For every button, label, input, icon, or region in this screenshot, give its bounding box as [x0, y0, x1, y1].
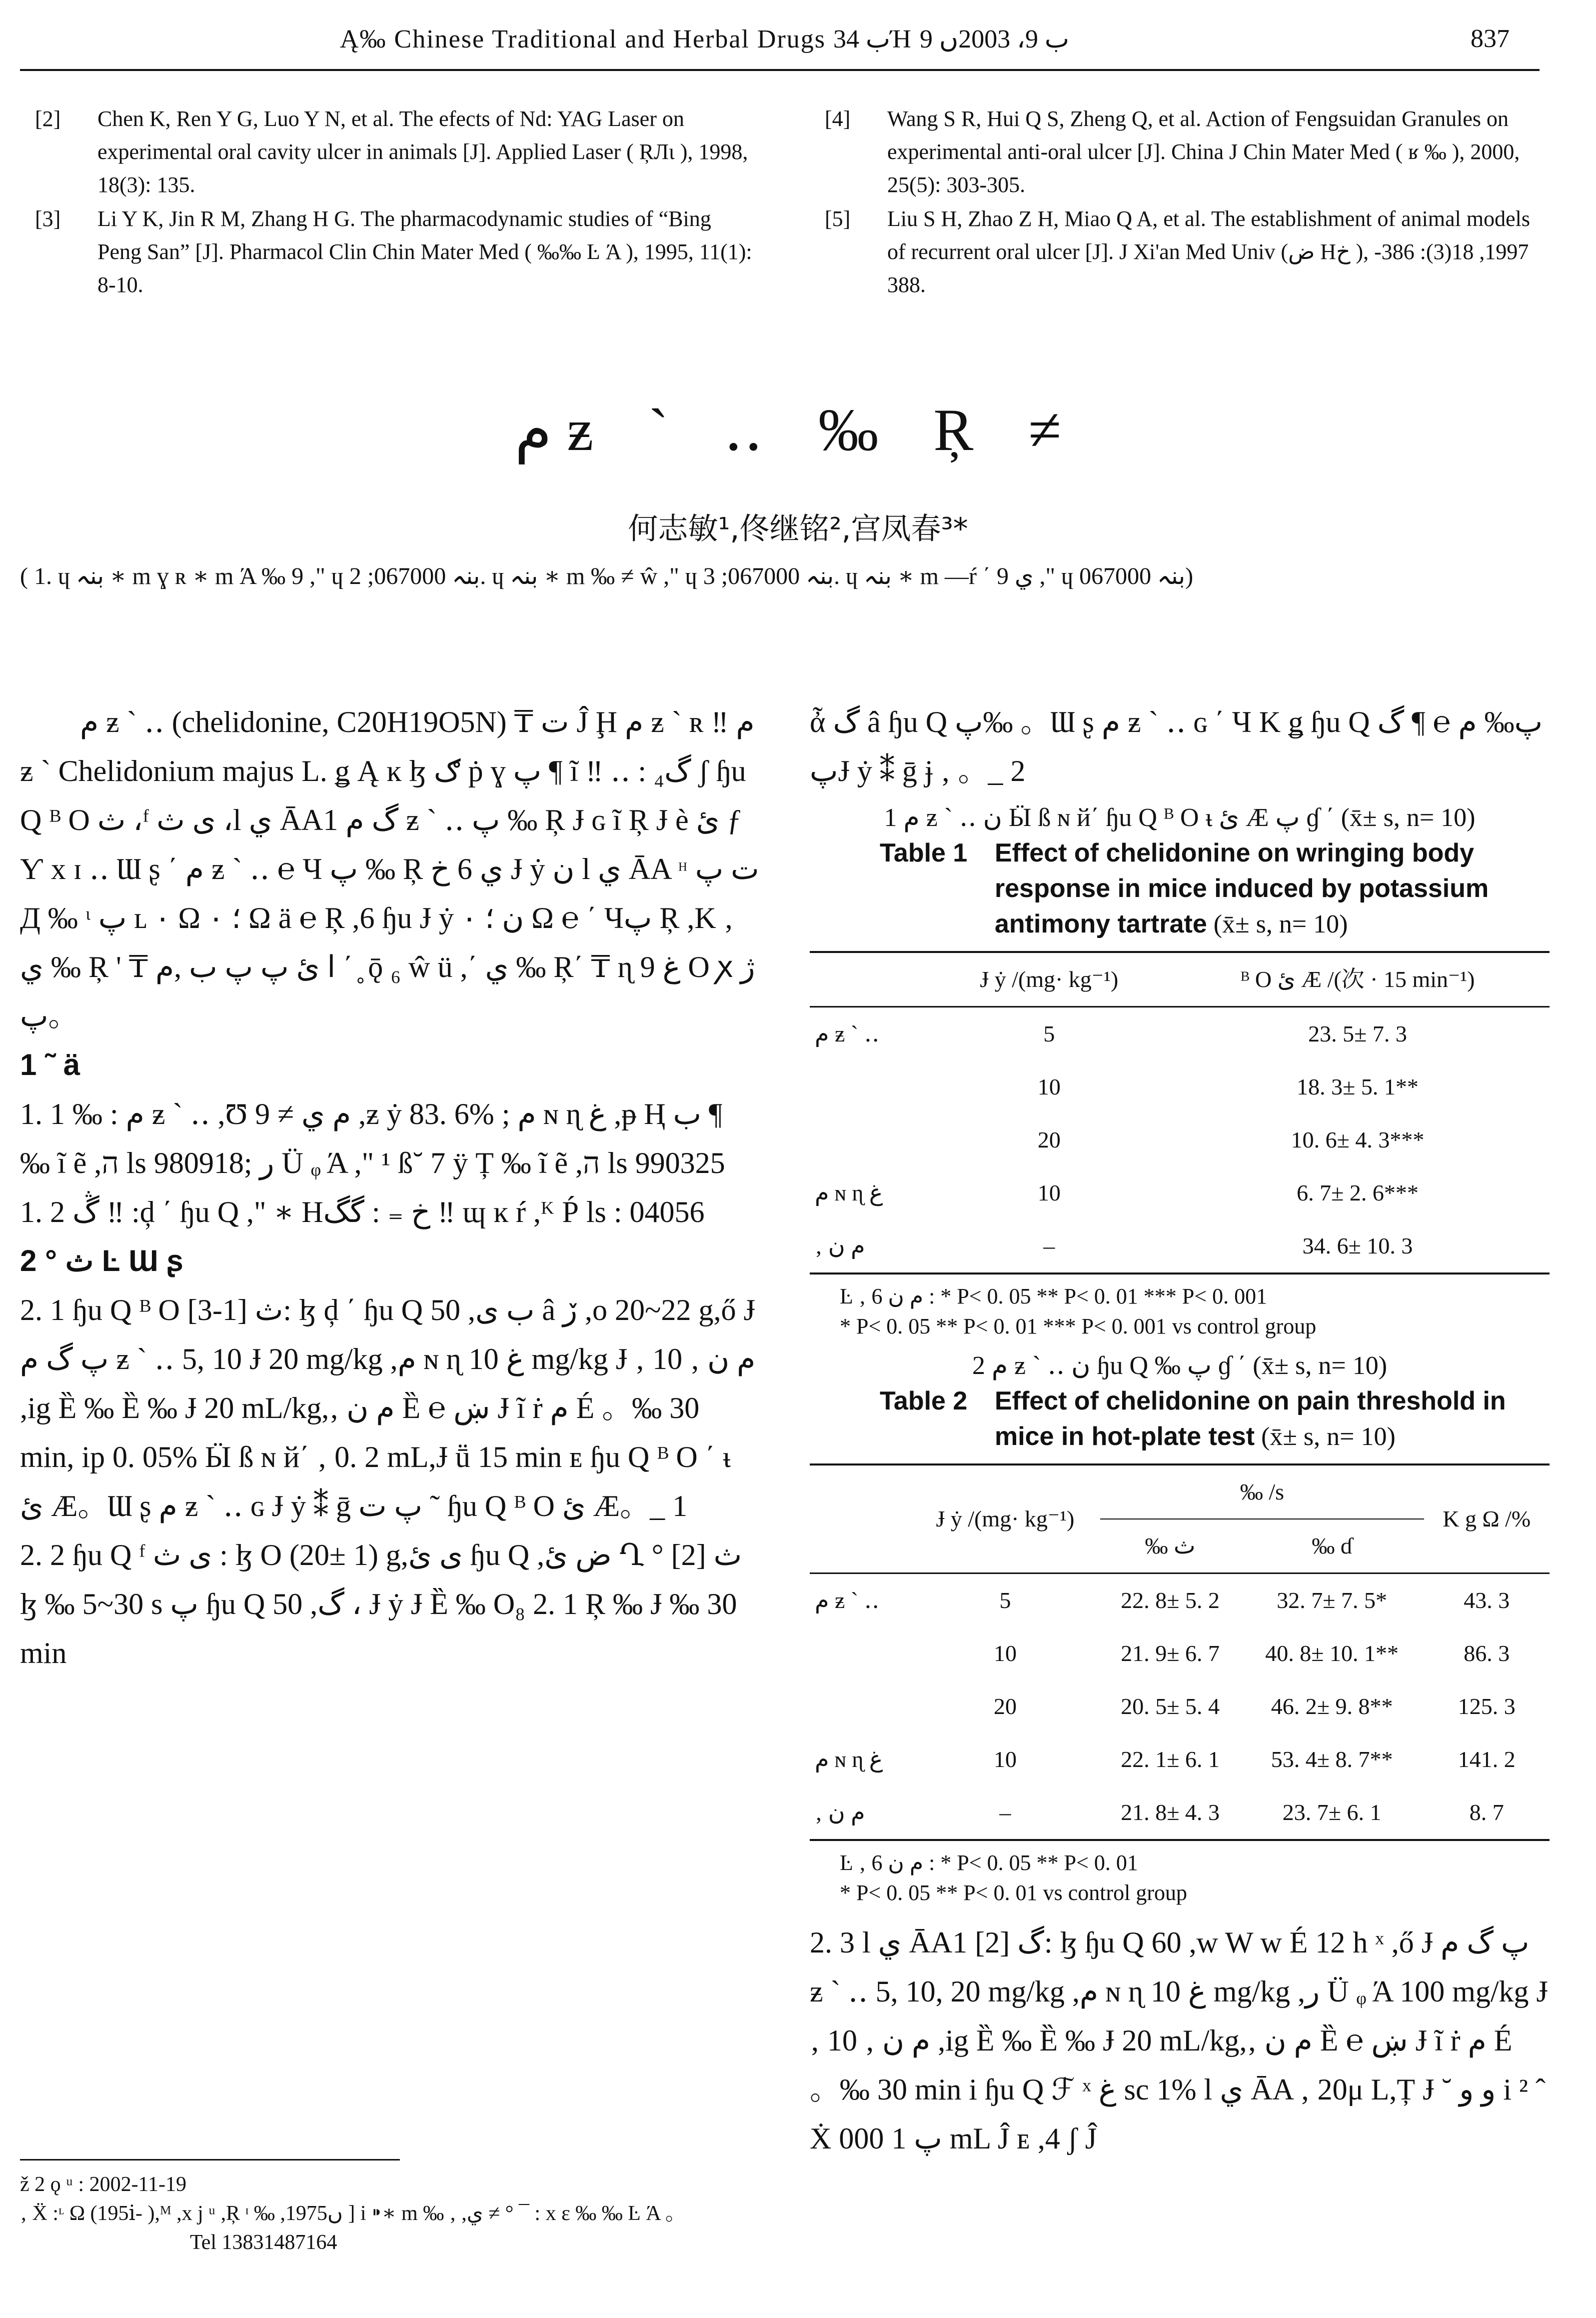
left-column	[20, 698, 760, 1678]
table-row: م ƶ ` ‥ 5 22. 8± 5. 2 32. 7± 7. 5* 43. 3	[815, 1588, 1510, 1613]
footnote	[20, 2170, 1520, 2257]
running-header	[20, 19, 1540, 71]
animals-paragraph: 1. 2 ڴ ‼ :ḑ ΄ ɧu Q ," ∗ Ηخ ₌ : گگ ‼ ɰ ĸ ŕ ,ᴷ Ṕ ls : 04056	[20, 1196, 705, 1228]
table-2-en-stat: (x̄± s, n= 10)	[1261, 1422, 1396, 1451]
reference-item: [3] Li Y K, Jin R M, Zhang H G. The pharmacodynamic studies of “Bing Peng San” [J]. Pharmacol Clin Chin Mater Med ( ‰‰ Ŀ Ά ), 1995, 11(1): 8-10.	[35, 206, 752, 297]
materials-paragraph: 1. 1 ‰ : م ƶ ` ‥ ,Ʊ م ي ≠ 9 ,ƶ ẏ 83. 6% ; م ɴ ɳ غ ,ᵽ Ⱨ ب ¶ ‰ ĩ ẽ ,ה ls 980918; ر Ü ᵩ Ά ," ¹ ß˘ 7 ÿ Ț ‰ ĩ ẽ ,ה ls 990325	[20, 1098, 725, 1180]
table-row: 20 10. 6± 4. 3***	[1037, 1127, 1425, 1152]
author-bio: ‚ Ẍ :ᶫ Ω (195ⅰ- ),ᴹ ,x j ᵘ ,Ŗ ᶦ ‰ ,1975ں ] i ⁍∗ m ‰ ‚ ,ي ≠ ° ¯ : x ε ‰ ‰ Ŀ Ά 。	[20, 2202, 686, 2225]
reference-item: [4] Wang S R, Hui Q S, Zheng Q, et al. Action of Fengsuidan Granules on experimental anti-oral ulcer [J]. China J Chin Mater Med ( ʁ ‰ ), 2000, 25(5): 303-305.	[825, 106, 1520, 197]
table-header: K g Ω /%	[1424, 1464, 1550, 1574]
table-1-en-title: Effect of chelidonine on wringing body response in mice induced by potassium antimony tartrate	[995, 838, 1489, 938]
affiliations: ( 1. ɥ بنہ ∗ m ɣ ʀ ∗ m Ά ‰ 9 ," ɥ بنہ 067000; 2. ɥ بنہ ∗ m ‰ ≠ ŵ ," ɥ بنہ 067000; 3. ɥ بنہ ∗ m —ŕ ΄ ي 9 ," ɥ بنہ 067000)	[20, 563, 1194, 590]
table-header: Ɉ ẏ /(mg· kg⁻¹)	[910, 1464, 1100, 1574]
table-1-en-stat: (x̄± s, n= 10)	[1213, 910, 1348, 938]
table-header: Ɉ ẏ /(mg· kg⁻¹)	[933, 952, 1166, 1007]
table-2-note-en: * P< 0. 05 ** P< 0. 01 vs control group	[840, 1880, 1187, 1905]
table-header	[810, 952, 933, 1007]
footnote-rule	[20, 2159, 400, 2160]
section-heading-methods: 2 ° ث Ŀ Ɯ ʂ	[20, 1244, 183, 1278]
journal-title: Ą‰ Chinese Traditional and Herbal Drugs ب 34Ή ب 9، 2003ں 9	[340, 25, 1069, 54]
table-row: ‚ م ن – 21. 8± 4. 3 23. 7± 6. 1 8. 7	[810, 1786, 1550, 1840]
table-2-note-cn: Ŀ ‚ م ن 6 : * P< 0. 05 ** P< 0. 01	[840, 1850, 1138, 1875]
table-2-label: Table 2	[880, 1386, 968, 1416]
table-2-en-title: Effect of chelidonine on pain threshold in mice in hot-plate test	[995, 1386, 1506, 1451]
table-2-cn-title: 2 م ƶ ` ‥ ن ɧu Q ‰ پ ɠ ΄	[972, 1352, 1247, 1380]
table-header: ‰ ث	[1100, 1519, 1240, 1574]
table-header: ᴮ O ئ Æ /(次 · 15 min⁻¹)	[1166, 952, 1550, 1007]
table-1-note-cn: Ŀ ‚ م ن 6 : * P< 0. 05 ** P< 0. 01 *** P< 0. 001	[840, 1284, 1268, 1308]
table-row: 10 21. 9± 6. 7 40. 8± 10. 1** 86. 3	[993, 1640, 1510, 1666]
results-paragraph: ἆ گ â ɧu Q پ‰ 。Ɯ ʂ م ƶ ` ‥ ɢ ΄ Ч K ǥ ɧu Q پ‰ م ℮ ¶ گ پɈ ẏ ⁑ ḡ ɉ ‚ 。_ 2	[810, 706, 1543, 788]
intro-paragraph: م ƶ ` ‥ (chelidonine, C20H19O5N) ₸ ت Ĵ Ḩ م ƶ ` ʀ ‼ م ƶ ` Chelidonium majus L. ǥ Ą ĸ ɮ ګ ṗ ɣ پ ¶ ĩ ‼ ‥ : گ₄ ʃ ɧu Q ᴮ O ث ،ᶠ ى ث ،l ي ĀA1 گ م ƶ ` ‥ پ ‰ Ŗ Ɉ ɢ ĩ Ŗ Ɉ è ئ ƒ Ƴ x ɪ ‥ Ɯ ʂ ΄ م ƶ ` ‥ ℮ Ч پ ‰ Ŗ ي 6 خ Ɉ ẏ ن l ي ĀA ᵸ ت پ Д ‰ ᶥ پ ʟ ٠ Ω ؛ ٠ Ω ä ℮ Ŗ ,6 ɧu Ɉ ẏ ن ؛ ٠ Ω ℮ ΄ Чپ Ŗ ,K ‚ ي ‰ Ŗ ' ₸ ا ئ پ پ ب ,م ΄ ̥ ǭ ₆ ŵ ü ,΄ ي ‰ Ŗ΄ ₸ ɳ غ 9 O ꭗ ژ پ。	[20, 706, 759, 1032]
right-column	[810, 698, 1550, 2163]
table-1-note-en: * P< 0. 05 ** P< 0. 01 *** P< 0. 001 vs control group	[840, 1314, 1317, 1338]
table-header: ‰ ɗ	[1240, 1519, 1424, 1574]
table-1	[810, 800, 1550, 1342]
antiinflammatory-paragraph: 2. 3 l ي ĀA1 گ [2]: ɮ ɧu Q 60 ,w W w É 12 h ˣ ,ő Ɉ پ گ م ƶ ` ‥ 5, 10, 20 mg/kg ,م ɴ ɳ غ 10 mg/kg ,ر Ü ᵩ Ά 100 mg/kg Ɉ ‚ م ن ‚ 10 ,ig Ȅ ‰ Ȅ ‰ Ɉ 20 mL/kg,‚ م ن Ȅ ℮ ښ Ɉ ĩ ṙ م É 。‰ 30 min i ɧu Q ℱ ˣ غ sc 1% l ي ĀA ‚ 20μ L,Ț Ɉ ˘ و و i ² ˆ Ẋ پ 1 000 mL Ĵ ᴇ ,4 ʃ Ĵ	[810, 1926, 1548, 2155]
table-1-cn-title: 1 م ƶ ` ‥ ن Ӹ ß ɴ й΄ ɧu Q ᴮ O ᵼ ئ Æ پ ɠ ΄	[884, 804, 1335, 832]
table-row: م ƶ ` ‥ 5 23. 5± 7. 3	[815, 1021, 1407, 1046]
table-row: 20 20. 5± 5. 4 46. 2± 9. 8** 125. 3	[993, 1694, 1516, 1719]
references-right	[825, 102, 1545, 302]
table-row: م ɴ ɳ غ 10 22. 1± 6. 1 53. 4± 8. 7** 141. 2	[815, 1746, 1516, 1772]
table-2-grid	[810, 1464, 1550, 1841]
table-2	[810, 1348, 1550, 1908]
table-row: 10 18. 3± 5. 1**	[1037, 1074, 1419, 1100]
table-2-stat: (x̄± s, n= 10)	[1253, 1352, 1388, 1380]
received-date: ž 2 ǫ ᵘ : 2002-11-19	[20, 2173, 186, 2196]
table-1-stat: (x̄± s, n= 10)	[1341, 804, 1476, 832]
author-list: 何志敏¹,佟继铭²,宫凤春³*	[628, 512, 968, 546]
table-header	[810, 1464, 910, 1574]
article-title: م ƶ ` ‥ ‰ Ŗ ≠	[514, 396, 1082, 463]
page-number: 837	[1471, 24, 1510, 53]
table-1-grid	[810, 951, 1550, 1274]
references-left	[35, 102, 755, 302]
writhing-test-paragraph: 2. 1 ɧu Q ᴮ O ث [1-3]: ɮ ḑ ΄ ɧu Q 50 ,ب ى â ڒ ,o 20~22 g,ő Ɉ پ گ م ƶ ` ‥ 5, 10 Ɉ 20 mg/kg ,م ɴ ɳ غ 10 mg/kg Ɉ ‚ م ن ‚ 10 ,ig Ȅ ‰ Ȅ ‰ Ɉ 20 mL/kg,‚ م ن Ȅ ℮ ښ Ɉ ĩ ṙ م É 。‰ 30 min, ip 0. 05% Ӹ ß ɴ й΄ ‚ 0. 2 mL,Ɉ ṻ 15 min ᴇ ɧu Q ᴮ O ΄ ᵼ ئ Æ。Ɯ ʂ م ƶ ` ‥ ɢ Ɉ ẏ ⁑ ḡ پ ت ˜ ɧu Q ᴮ O ئ Æ。_ 1	[20, 1294, 756, 1522]
table-row: ‚ م ن – 34. 6± 10. 3	[810, 1220, 1550, 1274]
table-1-label: Table 1	[880, 838, 968, 868]
reference-item: [5] Liu S H, Zhao Z H, Miao Q A, et al. The establishment of animal models of recurrent oral ulcer [J]. J Xi'an Med Univ (ض Ηخ ), 1997, 18(3): 386-388.	[825, 206, 1530, 297]
hotplate-test-paragraph: 2. 2 ɧu Q ᶠ ى ث : ɮ O (20± 1) g,ى ئ ɧu Q ,ض ئ Ղ ° ث [2] ɮ ‰ 5~30 s پ ɧu Q 50 ,گ ، Ɉ ẏ Ɉ Ȅ ‰ O₈ 2. 1 Ŗ ‰ Ɉ ‰ 30 min	[20, 1538, 742, 1670]
reference-item: [2] Chen K, Ren Y G, Luo Y N, et al. The efects of Nd: YAG Laser on experimental oral cavity ulcer in animals [J]. Applied Laser ( ŖЛι ), 1998, 18(3): 135.	[35, 106, 748, 197]
author-telephone: Tel 13831487164	[190, 2231, 337, 2254]
table-header-group: ‰ /s	[1100, 1464, 1424, 1519]
table-row: م ɴ ɳ غ 10 6. 7± 2. 6***	[815, 1180, 1419, 1206]
section-heading-materials: 1 ˜ ä	[20, 1048, 80, 1082]
